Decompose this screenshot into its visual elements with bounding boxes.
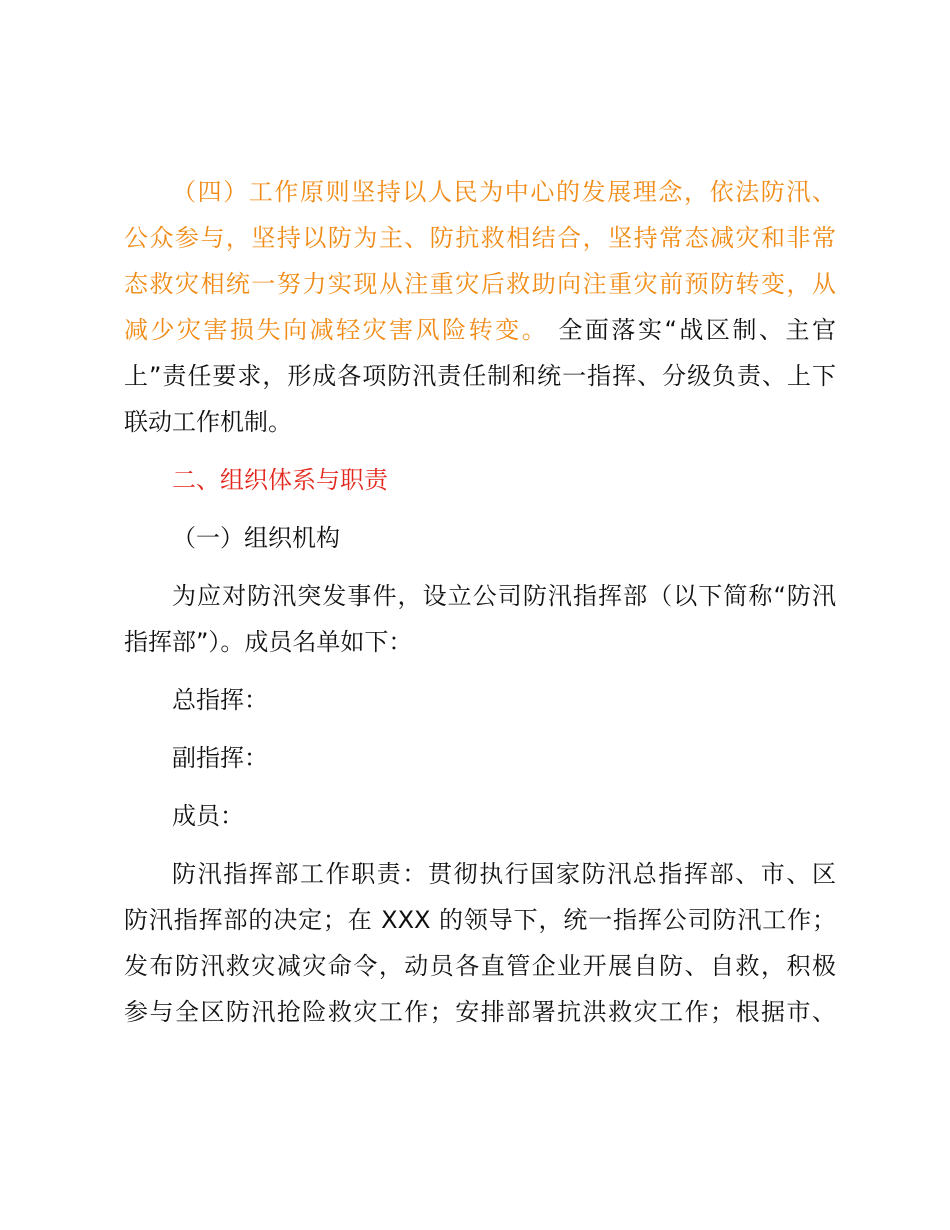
principles-line: 公众参与，坚持以防为主、防抗救相结合，坚持常态减灾和非常: [124, 224, 836, 252]
duties-line: 防汛指挥部工作职责：贯彻执行国家防汛总指挥部、市、区: [172, 860, 836, 888]
principles-line: （四）工作原则坚持以人民为中心的发展理念，依法防汛、: [172, 178, 836, 206]
subsection-heading: （一）组织机构: [172, 524, 340, 552]
document-body: [124, 169, 836, 1035]
duties-paragraph: [124, 851, 836, 1035]
principles-line: 联动工作机制。: [124, 408, 292, 436]
principles-plain-text: 全面落实“战区制、主官: [558, 316, 836, 344]
section-heading: 二、组织体系与职责: [172, 466, 388, 494]
duties-line: 防汛指挥部的决定；在 XXX 的领导下，统一指挥公司防汛工作；: [124, 906, 836, 934]
setup-paragraph: [124, 573, 836, 665]
setup-line: 指挥部”）。成员名单如下：: [124, 628, 413, 656]
principles-line: 上”责任要求，形成各项防汛责任制和统一指挥、分级负责、上下: [124, 362, 836, 390]
setup-line: 为应对防汛突发事件，设立公司防汛指挥部（以下简称“防汛: [172, 582, 836, 610]
members-label: 成员：: [172, 802, 244, 830]
commander-label: 总指挥：: [172, 686, 268, 714]
duties-line: 发布防汛救灾减灾命令，动员各直管企业开展自防、自救，积极: [124, 952, 836, 980]
principles-highlight-text: 减少灾害损失向减轻灾害风险转变。: [124, 316, 549, 344]
deputy-label: 副指挥：: [172, 744, 268, 772]
principles-line: 态救灾相统一努力实现从注重灾后救助向注重灾前预防转变，从: [124, 270, 836, 298]
working-principles-paragraph: [124, 169, 836, 445]
duties-line: 参与全区防汛抢险救灾工作；安排部署抗洪救灾工作；根据市、: [124, 998, 836, 1026]
principles-line: [124, 307, 836, 353]
